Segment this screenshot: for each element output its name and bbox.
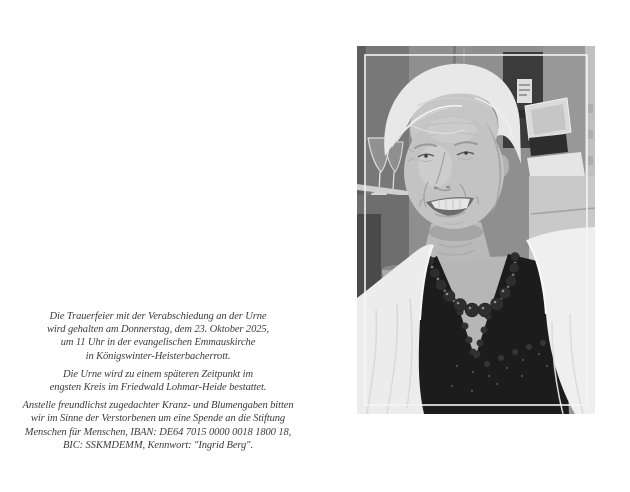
wall-fixture — [587, 104, 593, 113]
text-line: in Königswinter-Heisterbacherrott. — [85, 350, 231, 362]
text-line: BIC: SSKMDEMM, Kennwort: "Ingrid Berg". — [62, 440, 253, 452]
text-line: Die Trauerfeier mit der Verabschiedung an der Urne — [49, 310, 267, 322]
card-terminal — [525, 98, 571, 156]
wall-fixture — [587, 130, 593, 139]
text-line: wir im Sinne der Verstorbenen um eine Spende an die Stiftung — [30, 413, 286, 425]
portrait-photo — [357, 46, 595, 414]
text-line: Anstelle freundlichst zugedachter Kranz- und Blumengaben bitten — [22, 399, 294, 411]
text-line: engsten Kreis im Friedwald Lohmar-Heide bestattet. — [49, 382, 267, 394]
text-line: Die Urne wird zu einem späteren Zeitpunkt im — [63, 368, 253, 380]
text-line: um 11 Uhr in der evangelischen Emmauskirche — [60, 337, 256, 349]
memorial-text-block — [5, 305, 311, 457]
wall-fixture — [587, 156, 593, 165]
text-line: Menschen für Menschen, IBAN: DE64 7015 0000 0018 1800 18, — [24, 426, 292, 438]
text-line: wird gehalten am Donnerstag, dem 23. Oktober 2025, — [46, 323, 270, 335]
